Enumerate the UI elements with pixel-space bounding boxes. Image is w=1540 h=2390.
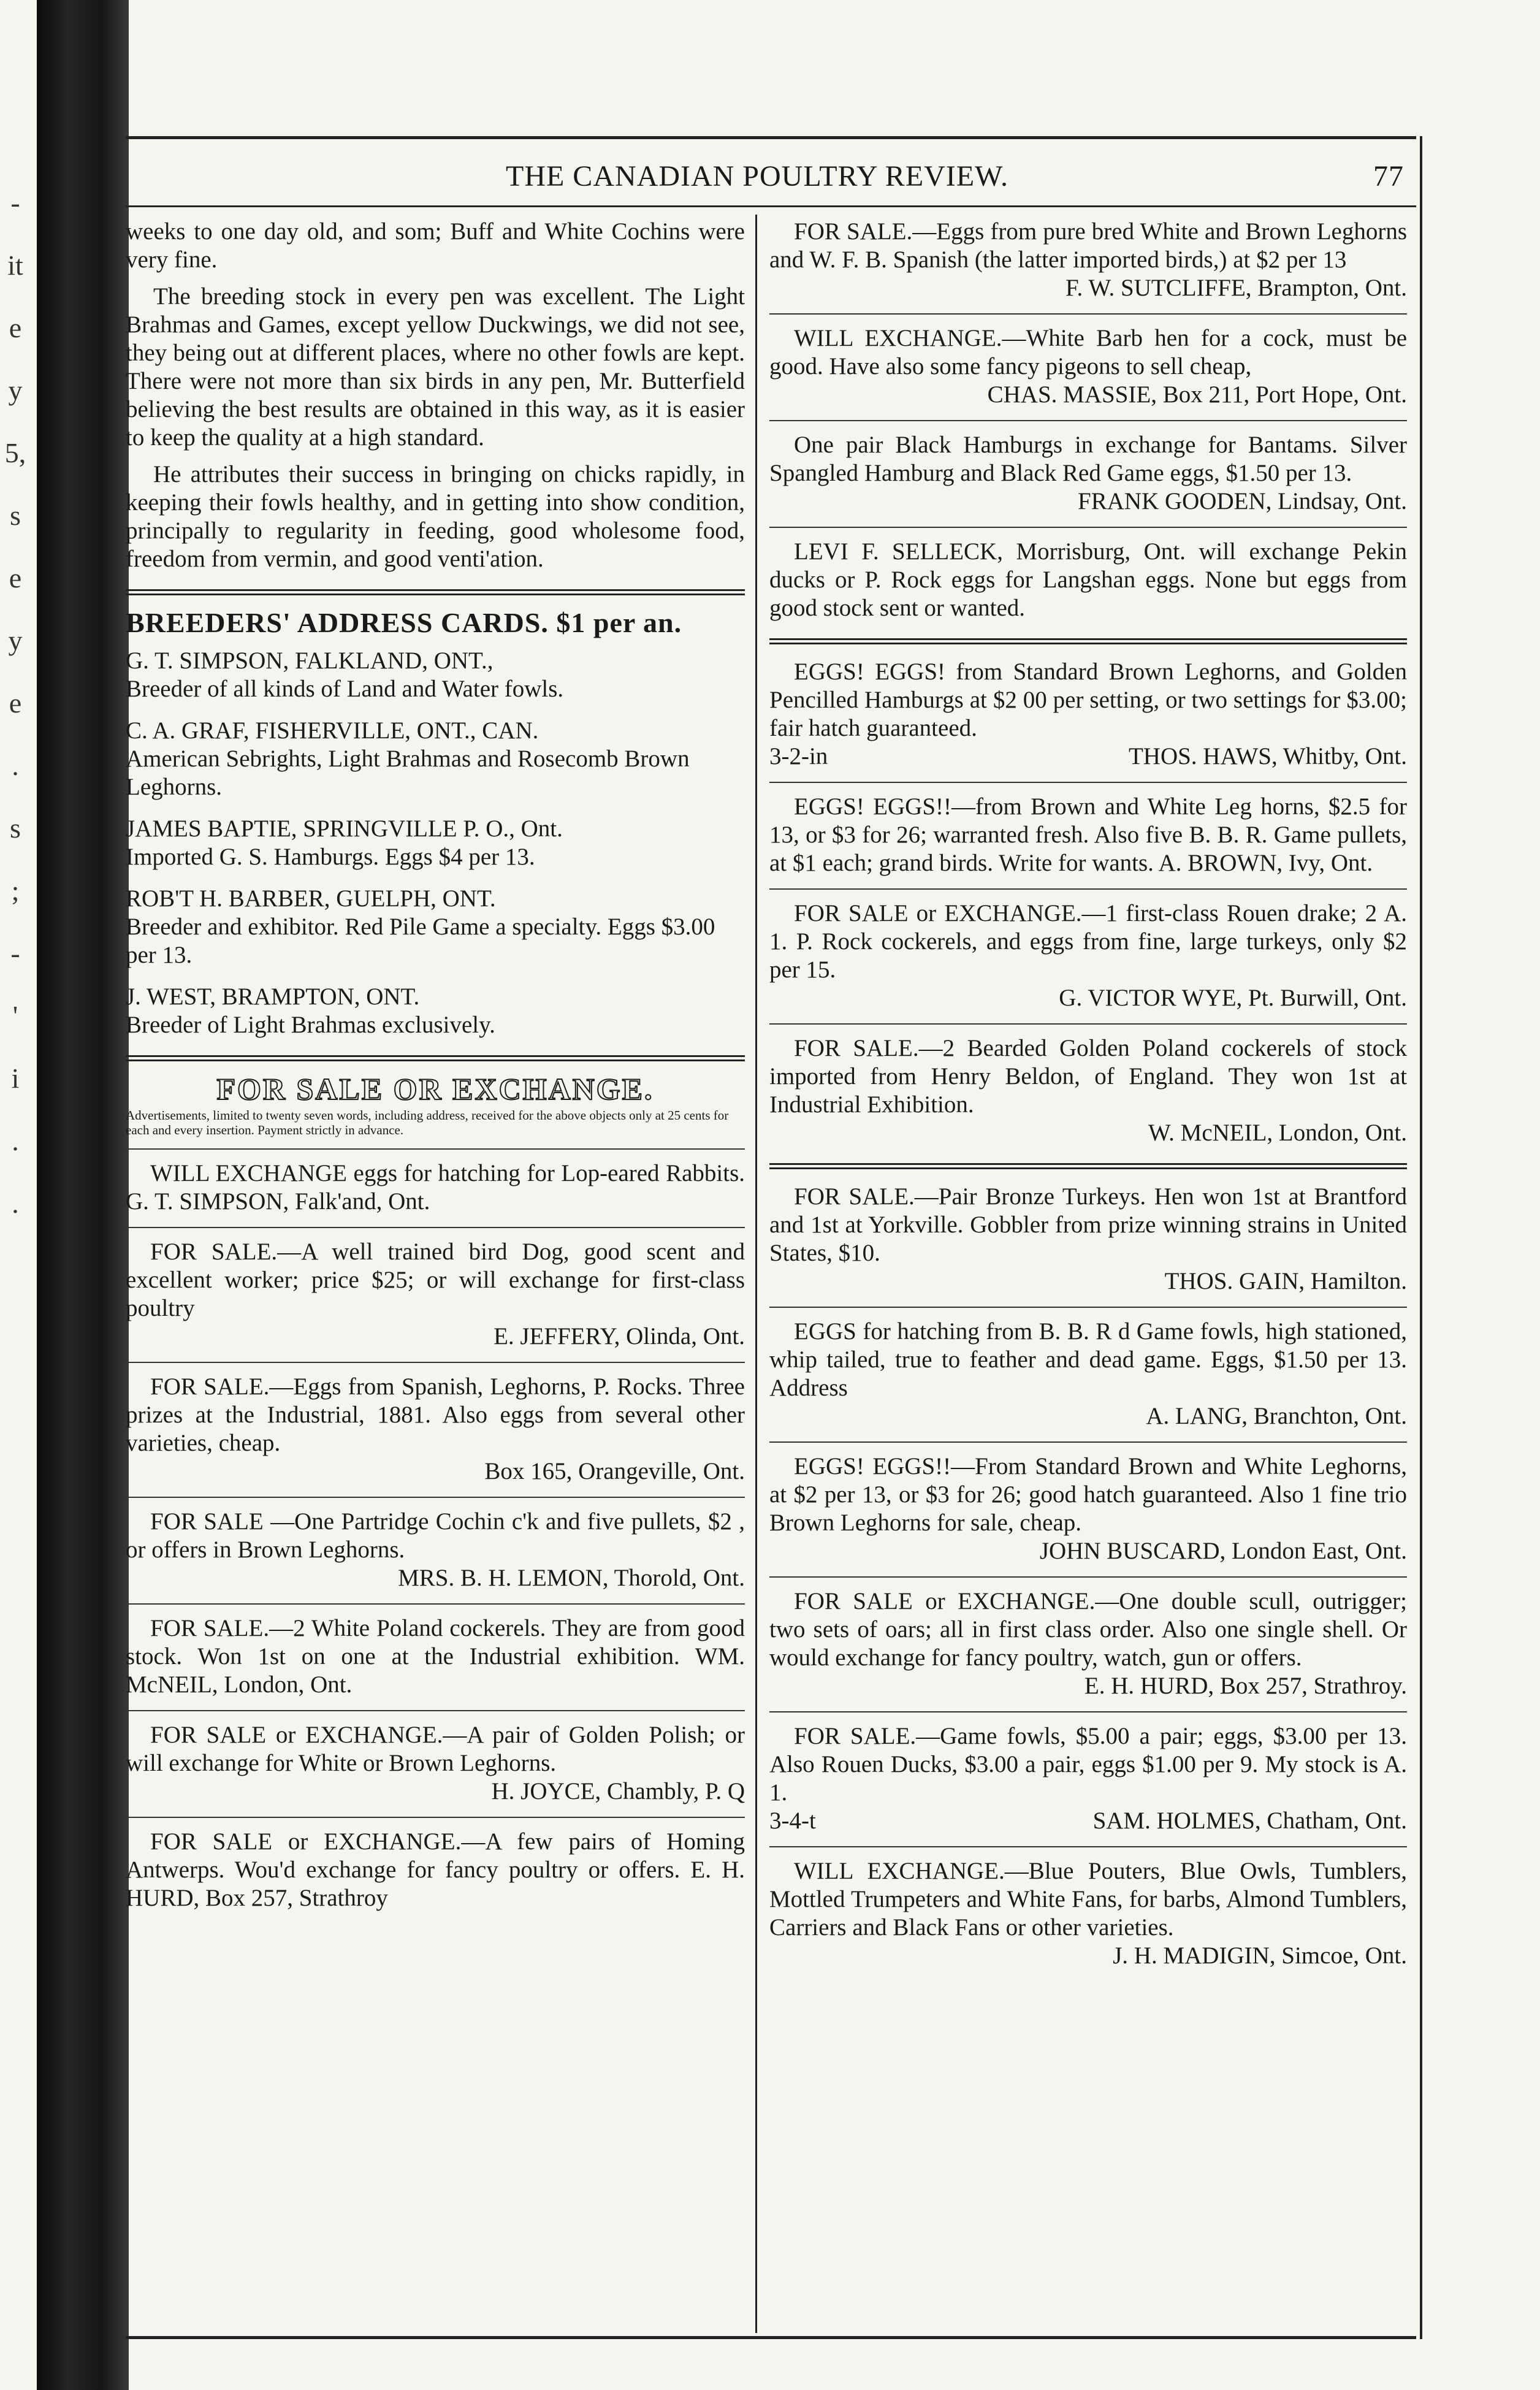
- breeder-description: Breeder of Light Brahmas exclusively.: [126, 1012, 495, 1038]
- ad-separator: [769, 1307, 1407, 1308]
- breeder-name: J. WEST, BRAMPTON, ONT.: [126, 983, 420, 1010]
- ad-text: FOR SALE.—2 Bearded Golden Poland cockerels of stock imported from Henry Beldon, of England. They won 1st at Industrial Exhibition.: [769, 1035, 1407, 1118]
- breeder-name: JAMES BAPTIE, SPRINGVILLE P. O., Ont.: [126, 815, 563, 842]
- classified-ad: [769, 899, 1407, 1012]
- breeder-card: [126, 885, 745, 969]
- ad-separator: [769, 1576, 1407, 1578]
- ad-separator: [126, 1710, 745, 1711]
- ad-text: FOR SALE.—A well trained bird Dog, good scent and excellent worker; price $25; or will exchange for first-class poultry: [126, 1239, 745, 1321]
- classified-ad: [126, 1238, 745, 1351]
- classifieds-heading: FOR SALE OR EXCHANGE.: [216, 1072, 654, 1106]
- article-paragraph: He attributes their success in bringing on chicks rapidly, in keeping their fowls healthy, and in getting into show condition, principally to regularity in feeding, good wholesome food, freedom from vermin, and good venti'ation.: [126, 461, 745, 572]
- ad-text: WILL EXCHANGE eggs for hatching for Lop-eared Rabbits. G. T. SIMPSON, Falk'and, Ont.: [126, 1160, 745, 1215]
- classified-ad: [769, 1587, 1407, 1700]
- ad-separator: [126, 1603, 745, 1605]
- classified-ad: [126, 1508, 745, 1592]
- ad-separator: [769, 420, 1407, 421]
- newspaper-page: [126, 141, 1416, 2339]
- breeder-name: C. A. GRAF, FISHERVILLE, ONT., CAN.: [126, 717, 539, 744]
- ad-separator: [126, 1362, 745, 1363]
- ad-separator: [126, 1227, 745, 1228]
- ad-signature-line: [769, 743, 1407, 771]
- classified-ad: [769, 1722, 1407, 1835]
- ad-text: One pair Black Hamburgs in exchange for Bantams. Silver Spangled Hamburg and Black Red Game eggs, $1.50 per 13.: [769, 432, 1407, 486]
- ad-text: EGGS! EGGS!!—from Brown and White Leg horns, $2.5 for 13, or $3 for 26; warranted fresh. Also five B. B. R. Game pullets, at $1 each; grand birds. Write for wants. A. BROWN, Ivy, Ont.: [769, 793, 1407, 876]
- classified-ad: [769, 1857, 1407, 1970]
- ad-signature: F. W. SUTCLIFFE, Brampton, Ont.: [1065, 275, 1407, 301]
- ad-signature-line: [769, 1807, 1407, 1835]
- ad-signature: J. H. MADIGIN, Simcoe, Ont.: [1113, 1942, 1407, 1969]
- ad-text: FOR SALE or EXCHANGE.—One double scull, outrigger; two sets of oars; all in first class order. Also one single shell. Or would exchange for fancy poultry, watch, gun or offers.: [769, 1588, 1407, 1671]
- ad-signature: E. JEFFERY, Olinda, Ont.: [494, 1323, 745, 1350]
- page-right-border: [1420, 136, 1422, 2339]
- breeder-description: American Sebrights, Light Brahmas and Rosecomb Brown Leghorns.: [126, 746, 690, 800]
- classified-ad: [769, 793, 1407, 877]
- ad-text: EGGS! EGGS!!—From Standard Brown and White Leghorns, at $2 per 13, or $3 for 26; good hatch guaranteed. Also 1 fine trio Brown Leghorns for sale, cheap.: [769, 1453, 1407, 1536]
- ad-text: FOR SALE or EXCHANGE.—1 first-class Rouen drake; 2 A. 1. P. Rock cockerels, and eggs from fine, large turkeys, only $2 per 15.: [769, 900, 1407, 983]
- ad-insertion-code: 3-4-t: [769, 1808, 816, 1834]
- classified-ad: [769, 218, 1407, 302]
- breeder-card: [126, 647, 745, 703]
- breeder-card: [126, 815, 745, 871]
- ad-text: WILL EXCHANGE.—Blue Pouters, Blue Owls, Tumblers, Mottled Trumpeters and White Fans, for barbs, Almond Tumblers, Carriers and Black Fans or other varieties.: [769, 1858, 1407, 1941]
- classified-ad: [126, 1721, 745, 1806]
- ad-signature: JOHN BUSCARD, London East, Ont.: [1039, 1538, 1407, 1564]
- article-paragraph: The breeding stock in every pen was excellent. The Light Brahmas and Games, except yellow Duckwings, we did not see, they being out at different places, where no other fowls are kept. There were not more than six birds in any pen, Mr. Butterfield believing the best results are obtained in this way, as it is easier to keep the quality at a high standard.: [126, 283, 745, 451]
- section-rule: [769, 1163, 1407, 1169]
- ad-signature: E. H. HURD, Box 257, Strathroy.: [1084, 1673, 1407, 1699]
- ad-separator: [769, 1846, 1407, 1847]
- right-column: [769, 218, 1407, 1970]
- ad-text: FOR SALE.—Eggs from Spanish, Leghorns, P. Rocks. Three prizes at the Industrial, 1881. Also eggs from several other varieties, cheap.: [126, 1373, 745, 1456]
- ad-text: FOR SALE —One Partridge Cochin c'k and five pullets, $2 , or offers in Brown Leghorns.: [126, 1508, 745, 1563]
- breeder-card: [126, 983, 745, 1039]
- ad-signature: A. LANG, Branchton, Ont.: [1146, 1403, 1407, 1429]
- ad-text: FOR SALE.—Eggs from pure bred White and Brown Leghorns and W. F. B. Spanish (the latter imported birds,) at $2 per 13: [769, 218, 1407, 273]
- ad-text: FOR SALE or EXCHANGE.—A few pairs of Homing Antwerps. Wou'd exchange for fancy poultry or offers. E. H. HURD, Box 257, Strathroy: [126, 1828, 745, 1911]
- ad-separator: [769, 1711, 1407, 1712]
- column-divider: [755, 215, 757, 2333]
- ad-text: FOR SALE or EXCHANGE.—A pair of Golden Polish; or will exchange for White or Brown Leghorns.: [126, 1722, 745, 1776]
- classified-ad: [769, 538, 1407, 622]
- ad-text: LEVI F. SELLECK, Morrisburg, Ont. will exchange Pekin ducks or P. Rock eggs for Langshan eggs. None but eggs from good stock sent or wanted.: [769, 538, 1407, 621]
- breeder-description: Breeder of all kinds of Land and Water fowls.: [126, 676, 564, 702]
- section-rule: [126, 589, 745, 595]
- ad-text: FOR SALE.—Pair Bronze Turkeys. Hen won 1st at Brantford and 1st at Yorkville. Gobbler from prize winning strains in United States, $10.: [769, 1183, 1407, 1266]
- classified-ad: [126, 1373, 745, 1486]
- ad-text: FOR SALE.—Game fowls, $5.00 a pair; eggs, $3.00 per 13. Also Rouen Ducks, $3.00 a pair, eggs $1.00 per 9. My stock is A. 1.: [769, 1723, 1407, 1806]
- classified-ad: [769, 1034, 1407, 1147]
- page-number: 77: [1373, 160, 1404, 193]
- classified-ad: [769, 658, 1407, 771]
- classified-ad: [126, 1614, 745, 1699]
- ad-separator: [769, 782, 1407, 783]
- ad-signature: CHAS. MASSIE, Box 211, Port Hope, Ont.: [987, 381, 1407, 408]
- ad-signature: THOS. HAWS, Whitby, Ont.: [1128, 743, 1407, 769]
- ad-separator: [769, 1441, 1407, 1443]
- section-rule: [126, 1055, 745, 1061]
- header-rule: [126, 205, 1416, 207]
- ad-text: WILL EXCHANGE.—White Barb hen for a cock, must be good. Have also some fancy pigeons to sell cheap,: [769, 325, 1407, 380]
- classified-ad: [769, 1183, 1407, 1296]
- ad-text: EGGS for hatching from B. B. R d Game fowls, high stationed, whip tailed, true to feather and dead game. Eggs, $1.50 per 13. Address: [769, 1318, 1407, 1401]
- classifieds-notice: Advertisements, limited to twenty seven words, including address, received for the above objects only at 25 cents for each and every insertion. Payment strictly in advance.: [126, 1108, 729, 1137]
- ad-signature: FRANK GOODEN, Lindsay, Ont.: [1078, 488, 1407, 514]
- running-head: [126, 159, 1416, 196]
- ad-signature: W. McNEIL, London, Ont.: [1148, 1120, 1407, 1146]
- ad-separator: [769, 888, 1407, 890]
- page-top-border: [126, 136, 1416, 139]
- ad-signature: THOS. GAIN, Hamilton.: [1164, 1268, 1407, 1294]
- classified-ad: [769, 431, 1407, 516]
- ad-separator: [126, 1497, 745, 1498]
- ad-text: EGGS! EGGS! from Standard Brown Leghorns, and Golden Pencilled Hamburgs at $2 00 per setting, or two settings for $3.00; fair hatch guaranteed.: [769, 659, 1407, 741]
- left-column: [126, 218, 745, 1912]
- classified-ad: [769, 1318, 1407, 1430]
- classified-ad: [126, 1159, 745, 1216]
- ad-separator: [126, 1817, 745, 1818]
- classified-ad: [126, 1828, 745, 1912]
- breeder-name: G. T. SIMPSON, FALKLAND, ONT.,: [126, 647, 494, 674]
- breeder-description: Breeder and exhibitor. Red Pile Game a specialty. Eggs $3.00 per 13.: [126, 914, 715, 968]
- ad-text: FOR SALE.—2 White Poland cockerels. They are from good stock. Won 1st on one at the Industrial exhibition. WM. McNEIL, London, Ont.: [126, 1615, 745, 1698]
- facing-page-margin: - it e y 5, s e y e . s ; - ' i . .: [4, 187, 26, 1219]
- ad-signature: MRS. B. H. LEMON, Thorold, Ont.: [398, 1565, 745, 1591]
- page-bottom-border: [126, 2336, 1416, 2339]
- ad-separator: [126, 1148, 745, 1150]
- classified-ad: [769, 1453, 1407, 1565]
- ad-signature: G. VICTOR WYE, Pt. Burwill, Ont.: [1059, 985, 1407, 1011]
- ad-insertion-code: 3-2-in: [769, 743, 828, 769]
- ad-signature: H. JOYCE, Chambly, P. Q: [491, 1778, 745, 1804]
- article-paragraph: weeks to one day old, and som; Buff and White Cochins were very fine.: [126, 218, 745, 273]
- classified-ad: [769, 324, 1407, 409]
- ad-separator: [769, 1023, 1407, 1025]
- breeder-description: Imported G. S. Hamburgs. Eggs $4 per 13.: [126, 844, 535, 870]
- ad-separator: [769, 527, 1407, 528]
- publication-title: THE CANADIAN POULTRY REVIEW.: [506, 160, 1008, 193]
- book-spine-shadow: [37, 0, 129, 2390]
- ad-signature: Box 165, Orangeville, Ont.: [484, 1458, 745, 1484]
- breeder-name: ROB'T H. BARBER, GUELPH, ONT.: [126, 885, 496, 912]
- section-rule: [769, 638, 1407, 644]
- ad-separator: [769, 313, 1407, 315]
- breeder-card: [126, 717, 745, 801]
- breeders-heading: BREEDERS' ADDRESS CARDS. $1 per an.: [126, 607, 682, 638]
- ad-signature: SAM. HOLMES, Chatham, Ont.: [1092, 1808, 1407, 1834]
